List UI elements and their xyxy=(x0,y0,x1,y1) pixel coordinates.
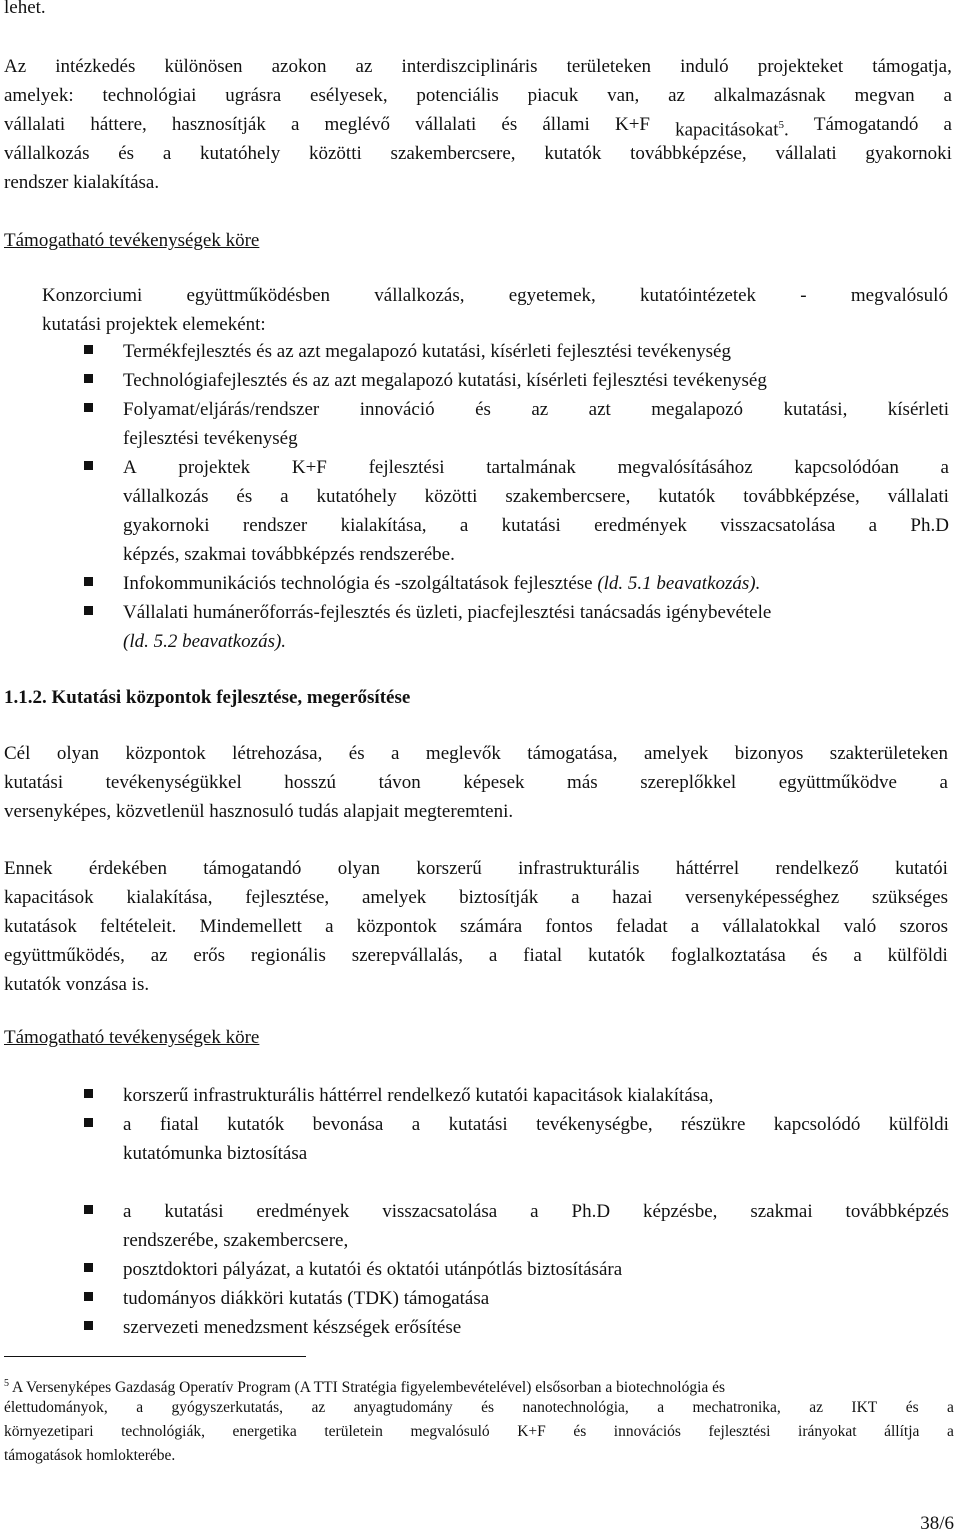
section1-heading: Támogatható tevékenységek köre xyxy=(4,230,260,251)
word: való xyxy=(843,916,877,937)
word: amelyek xyxy=(361,887,427,908)
word: környezetipari xyxy=(4,1423,94,1440)
word: szereplőkkel xyxy=(640,772,737,793)
reference: (ld. 5.2 beavatkozás). xyxy=(123,631,287,652)
bullet-icon xyxy=(84,577,93,586)
word: részükre xyxy=(681,1114,746,1135)
word: kutatási xyxy=(4,772,64,793)
page-number: 38/6 xyxy=(920,1513,954,1534)
list-item-line: kutatómunka biztosítása xyxy=(123,1143,308,1164)
word: kutatói xyxy=(895,858,948,879)
word: továbbképzése, xyxy=(743,486,860,507)
word: továbbképzés xyxy=(845,1201,949,1222)
word: központok xyxy=(125,743,206,764)
word: és xyxy=(348,743,365,764)
word: IKT xyxy=(851,1399,878,1416)
word: versenyképességhez xyxy=(685,887,840,908)
word: gyakornoki xyxy=(865,143,952,164)
word: a xyxy=(488,945,498,966)
word: kutatások xyxy=(4,916,77,937)
word: visszacsatolása xyxy=(382,1201,498,1222)
word: energetika xyxy=(232,1423,297,1440)
list-item-line: rendszerébe, szakembercsere, xyxy=(123,1230,349,1251)
word: megvan xyxy=(854,85,915,106)
para3-line4 xyxy=(4,944,948,968)
word: a xyxy=(459,515,469,536)
word: korszerű xyxy=(416,858,482,879)
word: különösen xyxy=(164,56,243,77)
word: - xyxy=(800,285,807,306)
para2-line2 xyxy=(4,771,948,795)
word: egyetemek, xyxy=(508,285,596,306)
word: létrehozása, xyxy=(232,743,323,764)
list-item: posztdoktori pályázat, a kutatói és oktatói utánpótlás biztosítására xyxy=(123,1259,623,1280)
word: a xyxy=(325,916,334,937)
word: mechatronika, xyxy=(692,1399,781,1416)
list-item: tudományos diákköri kutatás (TDK) támogatása xyxy=(123,1288,490,1309)
list-item-line xyxy=(123,456,949,480)
word: kutatási xyxy=(164,1201,224,1222)
word: az xyxy=(311,1399,326,1416)
word: kutatók xyxy=(658,486,716,507)
word: kutatók xyxy=(588,945,646,966)
word: amelyek xyxy=(643,743,709,764)
word: fiatal xyxy=(523,945,563,966)
footnote-ref: 5 xyxy=(778,119,785,131)
bullet-icon xyxy=(84,1089,93,1098)
word: bevonása xyxy=(312,1114,384,1135)
word: kutatóhely xyxy=(316,486,397,507)
word: fejlesztése, xyxy=(245,887,330,908)
word: a xyxy=(123,1114,132,1135)
word: az xyxy=(150,945,168,966)
para1-line5: rendszer kialakítása. xyxy=(4,172,160,193)
bullet-icon xyxy=(84,1263,93,1272)
bullet-icon xyxy=(84,345,93,354)
word: és xyxy=(573,1423,587,1440)
word: anyagtudomány xyxy=(353,1399,453,1416)
word: fejlesztési xyxy=(368,457,445,478)
word: kapcsolódó xyxy=(773,1114,861,1135)
word: eredmények xyxy=(256,1201,350,1222)
word: területein xyxy=(324,1423,383,1440)
word: vállalati xyxy=(4,114,66,135)
word: feladat xyxy=(615,916,668,937)
word: közötti xyxy=(309,143,362,164)
word: közötti xyxy=(424,486,478,507)
list-item: Technológiafejlesztés és az azt megalapozó kutatási, kísérleti fejlesztési tevékenység xyxy=(123,370,767,391)
word: szakembercsere, xyxy=(390,143,516,164)
word: Az xyxy=(4,56,27,77)
word: meglévő xyxy=(324,114,390,135)
word: innováció xyxy=(359,399,435,420)
word: vállalatokkal xyxy=(722,916,821,937)
word: Konzorciumi xyxy=(42,285,143,306)
word: technológiák, xyxy=(121,1423,205,1440)
word: és xyxy=(501,114,518,135)
reference: (ld. 5.1 beavatkozás). xyxy=(597,573,761,594)
word: kutatók xyxy=(227,1114,285,1135)
word: kutatási xyxy=(501,515,561,536)
word: megvalósításához xyxy=(617,457,753,478)
word: technológiai xyxy=(102,85,197,106)
word: együttműködés, xyxy=(4,945,125,966)
bullet-icon xyxy=(84,1205,93,1214)
word: vállalkozás, xyxy=(374,285,465,306)
para1-line1 xyxy=(4,55,952,79)
word: vállalkozás xyxy=(4,143,90,164)
word: szoros xyxy=(899,916,948,937)
word: szakterületeken xyxy=(829,743,948,764)
word: projektek xyxy=(178,457,251,478)
word: projekteket xyxy=(757,56,844,77)
word: gyakornoki xyxy=(123,515,210,536)
list-item-line: Vállalati humánerőforrás-fejlesztés és üzleti, piacfejlesztési tanácsadás igénybevétele xyxy=(123,602,772,623)
word: A xyxy=(123,457,137,478)
word: azt xyxy=(588,399,611,420)
word: rendszer xyxy=(242,515,308,536)
list-item-line xyxy=(123,514,949,538)
word: a xyxy=(571,887,580,908)
word: olyan xyxy=(56,743,100,764)
word: ugrásra xyxy=(225,85,282,106)
word: gyógyszerkutatás, xyxy=(171,1399,283,1416)
word: megvalósuló xyxy=(410,1423,490,1440)
word: irányokat xyxy=(798,1423,857,1440)
footnote-line3 xyxy=(4,1422,954,1442)
word: háttere, xyxy=(90,114,147,135)
word: állami xyxy=(542,114,590,135)
word: a xyxy=(940,457,949,478)
word: a xyxy=(290,114,300,135)
word: képzésbe, xyxy=(643,1201,718,1222)
word: állítja xyxy=(884,1423,920,1440)
word: együttműködésben xyxy=(186,285,331,306)
list-item-line: képzés, szakmai továbbképzés rendszerébe. xyxy=(123,544,455,565)
word: hasznosítják xyxy=(171,114,266,135)
word: regionális xyxy=(250,945,326,966)
para3-line3 xyxy=(4,915,948,939)
word: más xyxy=(567,772,598,793)
word: a xyxy=(868,515,878,536)
word: a xyxy=(943,85,952,106)
word: nanotechnológia, xyxy=(522,1399,629,1416)
word: visszacsatolása xyxy=(720,515,836,536)
word: és xyxy=(811,945,828,966)
list-item: Infokommunikációs technológia és -szolgáltatások fejlesztése (ld. 5.1 beavatkozás). xyxy=(123,573,761,594)
bullet-icon xyxy=(84,606,93,615)
word: és xyxy=(475,399,491,420)
word: élettudományok, xyxy=(4,1399,108,1416)
word: a xyxy=(657,1399,665,1416)
word: foglalkoztatása xyxy=(670,945,786,966)
bullet-icon xyxy=(84,1321,93,1330)
word: az xyxy=(531,399,549,420)
word-with-footnote: kapacitásokat$^5$. xyxy=(675,119,789,141)
word: a xyxy=(136,1399,144,1416)
word: és xyxy=(905,1399,919,1416)
word: fejlesztési xyxy=(708,1423,771,1440)
word: a xyxy=(162,143,172,164)
word: szakembercsere, xyxy=(505,486,631,507)
list-item-line xyxy=(123,1113,949,1137)
word: kísérleti xyxy=(887,399,949,420)
word: a xyxy=(690,916,700,937)
word: támogatandó xyxy=(203,858,302,879)
word: a xyxy=(530,1201,539,1222)
word: külföldi xyxy=(888,1114,949,1135)
word: kapcsolódóan xyxy=(794,457,899,478)
word: a xyxy=(947,1399,954,1416)
word: Mindemellett xyxy=(199,916,302,937)
word: kutatóhely xyxy=(200,143,281,164)
word: szükséges xyxy=(872,887,948,908)
list-item-line: fejlesztési tevékenység xyxy=(123,428,298,449)
word: területeken xyxy=(566,56,652,77)
word: biztosítják xyxy=(459,887,539,908)
word: a xyxy=(943,114,952,135)
word: számára xyxy=(459,916,523,937)
word: meglevők xyxy=(425,743,501,764)
word: innovációs xyxy=(613,1423,681,1440)
word: K+F xyxy=(291,457,327,478)
list-item-line xyxy=(123,398,949,422)
word: képesek xyxy=(463,772,525,793)
word: amelyek: xyxy=(4,85,74,106)
footnote-line2 xyxy=(4,1398,954,1418)
word: az xyxy=(668,85,685,106)
word: potenciális xyxy=(416,85,499,106)
word: fontos xyxy=(545,916,593,937)
word: alkalmazásnak xyxy=(713,85,826,106)
para3-line1 xyxy=(4,857,948,881)
word: erős xyxy=(193,945,226,966)
bullet-icon xyxy=(84,374,93,383)
word: kutatók xyxy=(544,143,602,164)
word: infrastrukturális xyxy=(518,858,640,879)
word: Cél xyxy=(4,743,31,764)
word: vállalati xyxy=(415,114,477,135)
word: kutatási xyxy=(448,1114,508,1135)
word: érdekében xyxy=(88,858,167,879)
word: eredmények xyxy=(594,515,687,536)
para2-line1 xyxy=(4,742,948,766)
word: vállalati xyxy=(775,143,837,164)
word: azokon xyxy=(271,56,327,77)
para1-line2 xyxy=(4,84,952,108)
bullet-icon xyxy=(84,1292,93,1301)
para1-line3 xyxy=(4,113,952,142)
top-fragment: lehet. xyxy=(4,0,46,18)
word: és xyxy=(481,1399,495,1416)
footnote-divider xyxy=(4,1356,306,1357)
word: bizonyos xyxy=(734,743,804,764)
word: távon xyxy=(378,772,421,793)
word: Folyamat/eljárás/rendszer xyxy=(123,399,320,420)
word: tartalmának xyxy=(486,457,576,478)
word: kapacitások xyxy=(4,887,94,908)
section1-intro-line2: kutatási projektek elemeként: xyxy=(42,314,266,335)
word: K+F xyxy=(614,114,650,135)
word: K+F xyxy=(517,1423,546,1440)
word: támogatja, xyxy=(872,56,952,77)
word: esélyesek, xyxy=(310,85,388,106)
list-item: szervezeti menedzsment készségek erősítése xyxy=(123,1317,462,1338)
para1-line4 xyxy=(4,142,952,166)
word: vállalkozás xyxy=(123,486,209,507)
word: Ennek xyxy=(4,858,53,879)
word: szerepvállalás, xyxy=(351,945,464,966)
word: a xyxy=(853,945,862,966)
para2-line3: versenyképes, közvetlenül hasznosuló tudás alapjait megteremteni. xyxy=(4,801,514,822)
word: vállalati xyxy=(887,486,949,507)
footnote-line1: $^5$ A Versenyképes Gazdaság Operatív Program (A TTI Stratégia figyelembevételével) elsősorban a biotechnológia és xyxy=(4,1378,726,1397)
word: központok xyxy=(356,916,437,937)
list-item-line xyxy=(123,485,949,509)
word: a xyxy=(411,1114,421,1135)
word: megalapozó xyxy=(651,399,744,420)
word: rendelkező xyxy=(775,858,859,879)
section1-intro-line1 xyxy=(42,284,948,308)
word: induló xyxy=(680,56,729,77)
para3-line5: kutatók vonzása is. xyxy=(4,974,150,995)
word: a xyxy=(123,1201,132,1222)
word: a xyxy=(280,486,289,507)
word: hosszú xyxy=(284,772,337,793)
word: van, xyxy=(607,85,640,106)
word: Ph.D xyxy=(910,515,949,536)
word: együttműködve xyxy=(778,772,897,793)
word: az xyxy=(809,1399,823,1416)
word: kutatóintézetek xyxy=(640,285,757,306)
list-item: Termékfejlesztés és az azt megalapozó kutatási, kísérleti fejlesztési tevékenység xyxy=(123,341,731,362)
word: Ph.D xyxy=(571,1201,611,1222)
word: tevékenységükkel xyxy=(105,772,242,793)
list-item-line xyxy=(123,1200,949,1224)
word: támogatása, xyxy=(527,743,618,764)
bullet-icon xyxy=(84,403,93,412)
word: megvalósuló xyxy=(850,285,948,306)
bullet-icon xyxy=(84,461,93,470)
word: továbbképzése, xyxy=(630,143,747,164)
word: a xyxy=(939,772,948,793)
word: Támogatandó xyxy=(813,114,919,135)
word: a xyxy=(391,743,400,764)
word: tevékenységbe, xyxy=(536,1114,653,1135)
word: az xyxy=(355,56,373,77)
word: háttérrel xyxy=(675,858,740,879)
word: a xyxy=(946,1423,954,1440)
word: olyan xyxy=(337,858,380,879)
word: külföldi xyxy=(887,945,948,966)
bullet-icon xyxy=(84,1118,93,1127)
word: feltételeit. xyxy=(99,916,177,937)
word: kialakítása, xyxy=(126,887,213,908)
para3-line2 xyxy=(4,886,948,910)
word: és xyxy=(236,486,253,507)
word: és xyxy=(118,143,135,164)
word: interdiszciplináris xyxy=(401,56,538,77)
subsection-heading: 1.1.2. Kutatási központok fejlesztése, megerősítése xyxy=(4,687,411,708)
word: intézkedés xyxy=(55,56,136,77)
word: kialakítása, xyxy=(340,515,427,536)
footnote-line4: támogatások homlokterébe. xyxy=(4,1447,176,1464)
word: fiatal xyxy=(159,1114,199,1135)
word: szakmai xyxy=(750,1201,813,1222)
word: kutatási, xyxy=(783,399,848,420)
footnote-marker: 5 xyxy=(4,1378,9,1389)
word: piacuk xyxy=(527,85,579,106)
word: hazai xyxy=(612,887,653,908)
section2-heading: Támogatható tevékenységek köre xyxy=(4,1027,260,1048)
list-item: korszerű infrastrukturális háttérrel rendelkező kutatói kapacitások kialakítása, xyxy=(123,1085,714,1106)
